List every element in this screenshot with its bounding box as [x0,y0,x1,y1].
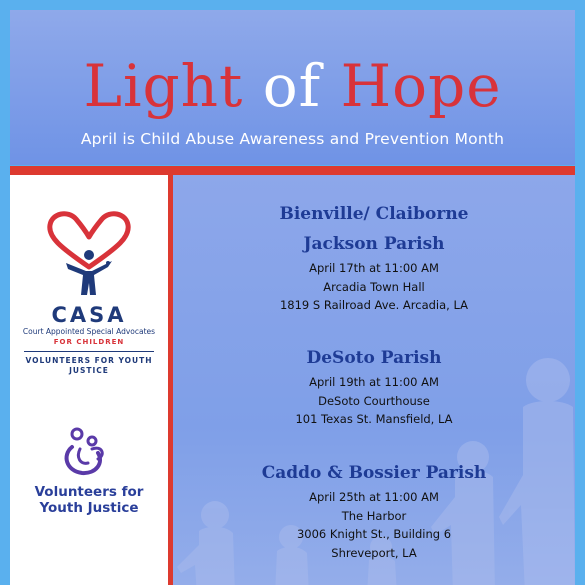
event-item [173,458,575,562]
casa-volunteers-line2: JUSTICE [69,366,109,375]
vyj-line1: Volunteers for [34,484,144,500]
divider-bar [10,166,575,175]
event-item [173,343,575,429]
events-panel [173,175,575,585]
page-title [10,54,575,118]
event-date: April 19th at 11:00 AM [309,375,439,389]
vyj-wordmark [10,484,168,516]
flyer [10,10,575,585]
event-title: DeSoto Parish [306,348,442,368]
event-venue: Arcadia Town Hall [323,279,425,294]
event-venue: DeSoto Courthouse [318,393,430,408]
event-date: April 17th at 11:00 AM [309,261,439,275]
title-light: Light [83,52,263,120]
event-item [173,199,575,315]
event-address: 1819 S Railroad Ave. Arcadia, LA [279,298,469,312]
title-hope: Hope [321,52,502,120]
vyj-line2: Youth Justice [39,500,139,516]
event-city: Shreveport, LA [331,545,417,560]
event-title: Caddo & Bossier Parish [261,463,487,483]
casa-volunteers-line1: VOLUNTEERS FOR YOUTH [25,356,153,365]
event-title: Bienville/ Claiborne [279,204,469,224]
event-address: 3006 Knight St., Building 6 [296,527,452,541]
vyj-logo-icon [10,427,168,487]
event-date: April 25th at 11:00 AM [309,490,439,504]
event-title: Jackson Parish [303,234,445,254]
casa-subtitle: Court Appointed Special Advocates [22,327,156,336]
casa-heart-logo-icon [10,175,168,300]
casa-for-children: FOR CHILDREN [53,338,125,346]
header-banner [10,10,575,165]
casa-wordmark: CASA [51,303,127,327]
event-address: 101 Texas St. Mansfield, LA [295,412,453,426]
casa-volunteers-text [10,356,168,376]
bottom-logo-icon [10,575,168,585]
casa-rule [24,351,154,352]
page-subtitle: April is Child Abuse Awareness and Prevention Month [80,130,505,148]
event-venue: The Harbor [341,508,407,523]
title-of: of [262,52,322,120]
sidebar-logos [10,175,168,585]
